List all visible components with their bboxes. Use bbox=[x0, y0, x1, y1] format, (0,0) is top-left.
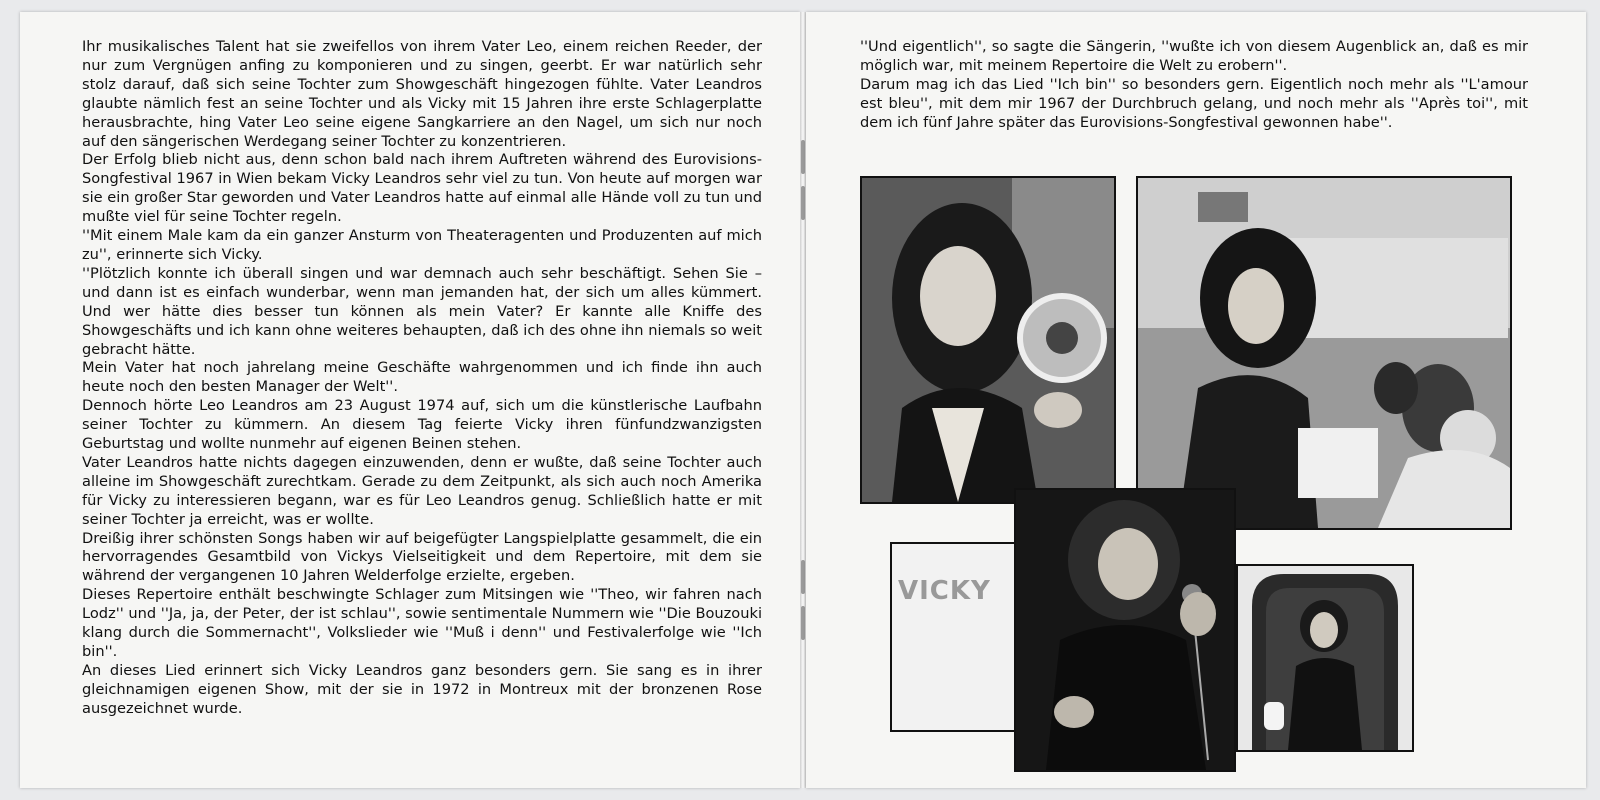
paragraph: Dieses Repertoire enthält beschwingte Schlager zum Mitsingen wie ''Theo, wir fahren nach Lodz'' und ''Ja, ja, der Peter, der ist schlau'', sowie sentimentale Nummern wie ''Die Bouzouki klang durch die Sommernacht'', Volkslieder wie ''Muß i denn'' und Festivalerfolge wie ''Ich bin''. bbox=[82, 586, 762, 660]
photo-singing-image bbox=[1016, 490, 1234, 770]
paragraph: Dreißig ihrer schönsten Songs haben wir auf beigefügter Langspielplatte gesammelt, die ein hervorragendes Gesamtbild von Vickys Vielseitigkeit und dem Repertoire, mit dem sie während der vergangenen 10 Jahren Welderfolge erzielte, ergeben. bbox=[82, 529, 762, 585]
photo-aircraft-door bbox=[1236, 564, 1414, 752]
staple bbox=[801, 560, 805, 594]
photo-portrait-with-record bbox=[860, 176, 1116, 504]
photo-vicky-sign bbox=[890, 542, 1018, 732]
paragraph: Ihr musikalisches Talent hat sie zweifellos von ihrem Vater Leo, einem reichen Reeder, der nur zum Vergnügen anfing zu komponieren und zu singen, geerbt. Er war natürlich sehr stolz darauf, daß sich seine Tochter zum Showgeschäft hingezogen fühlte. Vater Leandros glaubte nämlich fest an seine Tochter und als Vicky mit 15 Jahren ihre erste Schlagerplatte herausbrachte, hing Vater Leo seine eigene Sangkarriere an den Nagel, um sich nur noch auf den sängerischen Werdegang seiner Tochter zu konzentrieren. bbox=[82, 38, 762, 150]
photo-aircraft-door-image bbox=[1238, 566, 1412, 750]
right-page-body-text bbox=[860, 38, 1528, 133]
photo-portrait-image bbox=[862, 178, 1114, 502]
paragraph: Darum mag ich das Lied ''Ich bin'' so besonders gern. Eigentlich noch mehr als ''L'amour est bleu'', mit dem mir 1967 der Durchbruch gelang, und noch mehr als ''Après toi'', mit dem ich fünf Jahre später das Eurovisions-Songfestival gewonnen habe''. bbox=[860, 75, 1528, 131]
paragraph: Der Erfolg blieb nicht aus, denn schon bald nach ihrem Auftreten während des Eurovisions-Songfestival 1967 in Wien bekam Vicky Leandros sehr viel zu tun. Von heute auf morgen war sie ein großer Star geworden und Vater Leandros hatte auf einmal alle Hände voll zu tun und mußte viel für seine Tochter regeln. bbox=[82, 151, 762, 226]
paragraph: Mein Vater hat noch jahrelang meine Geschäfte wahrgenommen und ich finde ihn auch heute noch den besten Manager der Welt''. bbox=[82, 359, 762, 396]
paragraph: ''Mit einem Male kam da ein ganzer Ansturm von Theateragenten und Produzenten auf mich zu'', erinnerte sich Vicky. bbox=[82, 227, 762, 263]
paragraph: Dennoch hörte Leo Leandros am 23 August 1974 auf, sich um die künstlerische Laufbahn seiner Tochter zu kümmern. An diesem Tag feierte Vicky ihren fünfundzwanzigsten Geburtstag und wollte nunmehr auf eigenen Beinen stehen. bbox=[82, 397, 762, 453]
paragraph: Vater Leandros hatte nichts dagegen einzuwenden, denn er wußte, daß seine Tochter auch alleine im Showgeschäft zurechtkam. Gerade zu dem Zeitpunkt, als sich auch noch Amerika für Vicky zu interessieren begann, war es für Leo Leandros genug. Schließlich hatte er mit seiner Tochter ja erreicht, was er wollte. bbox=[82, 453, 762, 528]
photo-singing-microphone bbox=[1014, 488, 1236, 772]
paragraph: An dieses Lied erinnert sich Vicky Leandros ganz besonders gern. Sie sang es in ihrer gleichnamigen eigenen Show, mit der sie in 1972 in Montreux mit der bronzenen Rose ausgezeichnet wurde. bbox=[82, 661, 762, 717]
paragraph: ''Plötzlich konnte ich überall singen und war demnach auch sehr beschäftigt. Sehen Sie – und dann ist es einfach wunderbar, wenn man jemanden hat, der sich um alles kümmert. Und wer hätte dies besser tun können als mein Vater? Er kannte alle Kniffe des Showgeschäfts und ich kann ohne weiteres behaupten, daß ich des ohne ihn niemals so weit gebracht hätte. bbox=[82, 264, 762, 358]
staple bbox=[801, 140, 805, 174]
left-page bbox=[20, 12, 800, 788]
vicky-sign-text: VICKY bbox=[898, 576, 991, 606]
photo-cockpit bbox=[1136, 176, 1512, 530]
staple bbox=[801, 606, 805, 640]
left-page-body-text bbox=[82, 38, 762, 719]
photo-cockpit-image bbox=[1138, 178, 1510, 528]
staple bbox=[801, 186, 805, 220]
paragraph: ''Und eigentlich'', so sagte die Sängerin, ''wußte ich von diesem Augenblick an, daß es mir möglich war, mit meinem Repertoire die Welt zu erobern''. bbox=[860, 38, 1528, 74]
right-page bbox=[806, 12, 1586, 788]
